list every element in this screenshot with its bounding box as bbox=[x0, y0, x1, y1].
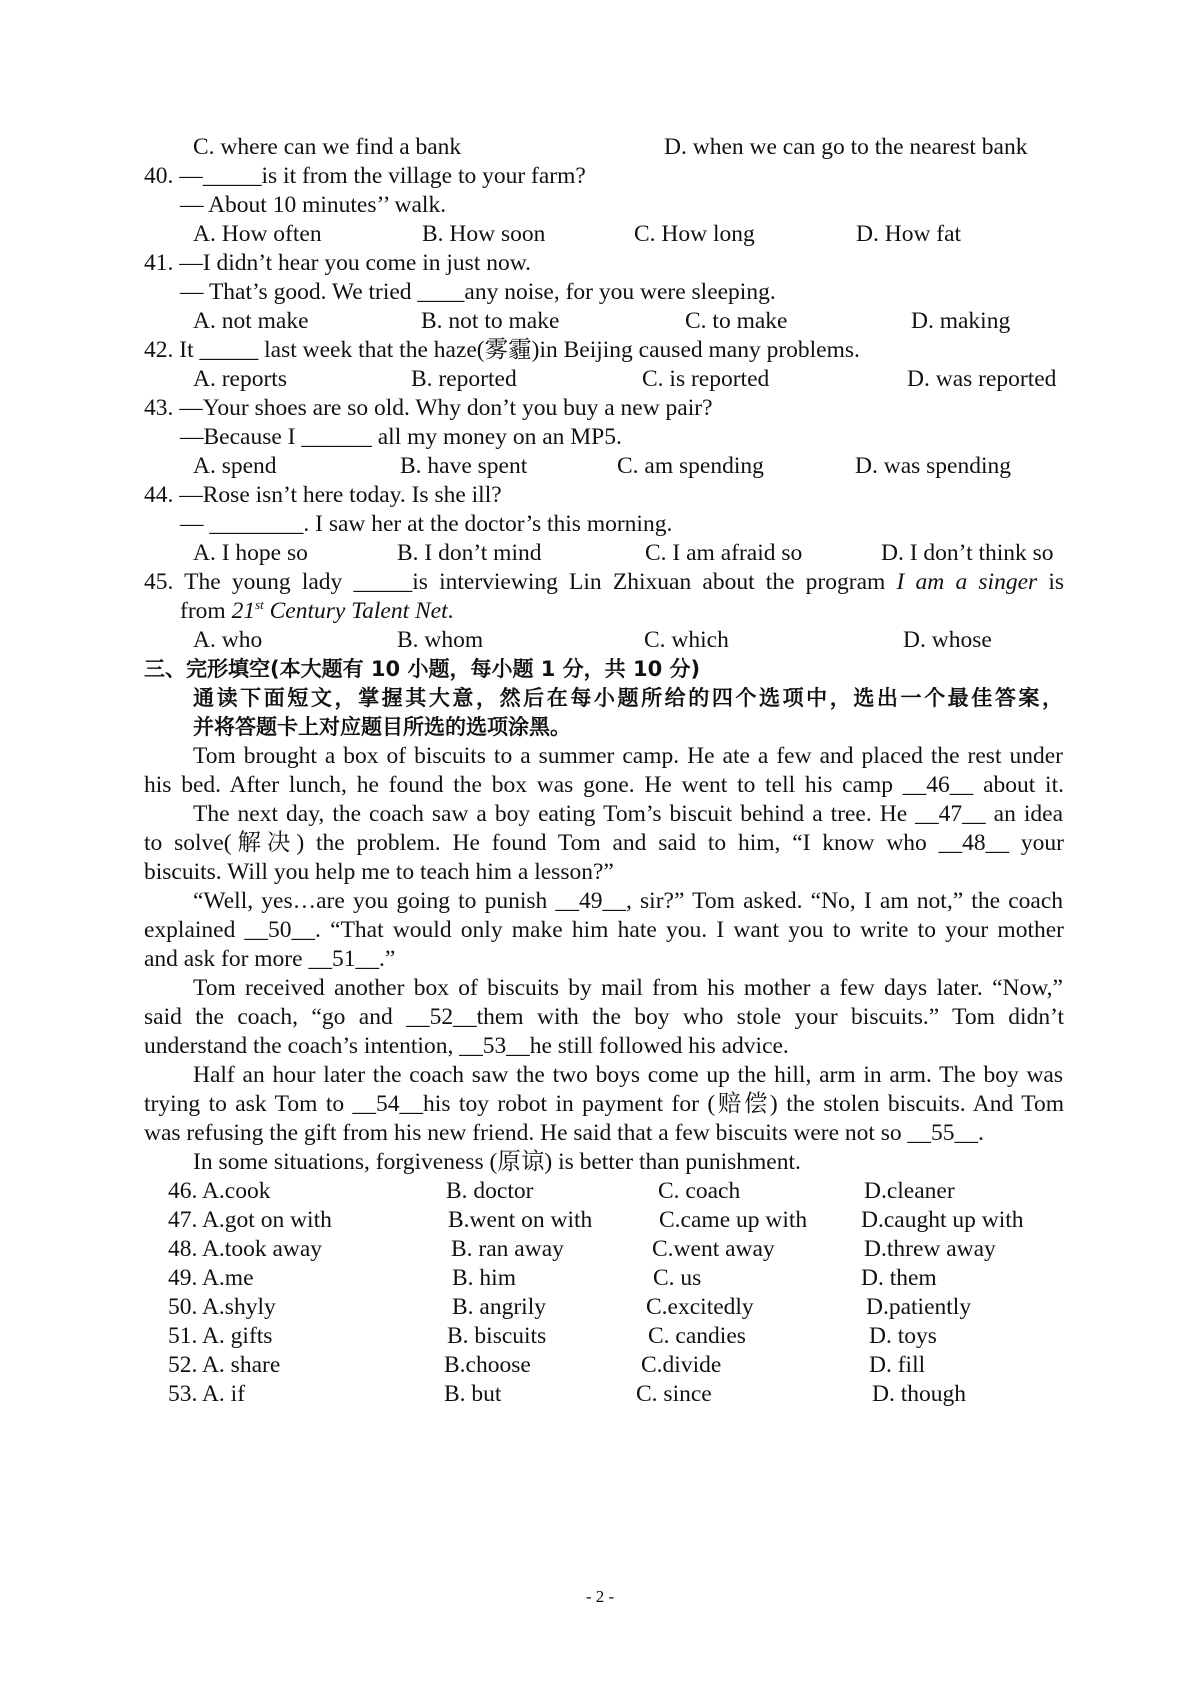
q45-line2-suffix: . bbox=[447, 598, 454, 624]
q45-stem-line2 bbox=[180, 596, 453, 626]
cloze-option: D. them bbox=[861, 1265, 937, 1291]
cloze-option: 51. A. gifts bbox=[168, 1323, 273, 1349]
cloze-option: C.divide bbox=[641, 1352, 722, 1378]
cloze-option: 49. A.me bbox=[168, 1265, 254, 1291]
cloze-option: D.patiently bbox=[866, 1294, 972, 1320]
cloze-option: D.caught up with bbox=[861, 1207, 1024, 1233]
q44-option-a: A. I hope so bbox=[193, 540, 308, 566]
passage-line: his bed. After lunch, he found the box was gone. He went to tell his camp __46__ about it. bbox=[144, 772, 1064, 798]
section-instruction-1: 通读下面短文，掌握其大意，然后在每小题所给的四个选项中，选出一个最佳答案， bbox=[193, 686, 1063, 710]
q45-stem-part2: is bbox=[1048, 569, 1065, 595]
q43-answer: —Because I ______ all my money on an MP5. bbox=[180, 424, 622, 450]
passage-line: and ask for more __51__.” bbox=[144, 946, 396, 972]
q42-option-b: B. reported bbox=[411, 366, 517, 392]
passage-line: Half an hour later the coach saw the two boys come up the hill, arm in arm. The boy was bbox=[193, 1062, 1063, 1088]
cloze-option: C. candies bbox=[648, 1323, 746, 1349]
q45-option-b: B. whom bbox=[397, 627, 484, 653]
q43-option-a: A. spend bbox=[193, 453, 277, 479]
q45-stem bbox=[144, 567, 1064, 597]
passage-line: In some situations, forgiveness (原谅) is better than punishment. bbox=[193, 1149, 801, 1175]
cloze-option: C.excitedly bbox=[646, 1294, 754, 1320]
cloze-option: 47. A.got on with bbox=[168, 1207, 332, 1233]
q45-stem-part1: 45. The young lady _____is interviewing Lin Zhixuan about the program bbox=[144, 569, 886, 595]
passage-line: explained __50__. “That would only make him hate you. I want you to write to your mother bbox=[144, 917, 1064, 943]
passage-line: was refusing the gift from his new friend. He said that a few biscuits were not so __55__. bbox=[144, 1120, 984, 1146]
cloze-option: 50. A.shyly bbox=[168, 1294, 276, 1320]
cloze-option: B. him bbox=[452, 1265, 516, 1291]
section-heading: 三、完形填空(本大题有 10 小题，每小题 1 分，共 10 分) bbox=[144, 657, 701, 681]
q44-option-d: D. I don’t think so bbox=[881, 540, 1054, 566]
q40-option-d: D. How fat bbox=[856, 221, 962, 247]
q40-answer: — About 10 minutes’’ walk. bbox=[180, 192, 447, 218]
q39-option-c: C. where can we find a bank bbox=[193, 134, 462, 160]
q39-option-d: D. when we can go to the nearest bank bbox=[664, 134, 1028, 160]
q41-option-b: B. not to make bbox=[421, 308, 560, 334]
q44-option-b: B. I don’t mind bbox=[397, 540, 542, 566]
passage-line: biscuits. Will you help me to teach him a lesson?” bbox=[144, 859, 614, 885]
q45-program-title: I am a singer bbox=[896, 569, 1038, 595]
q45-option-c: C. which bbox=[644, 627, 729, 653]
q40-option-a: A. How often bbox=[193, 221, 322, 247]
passage-line: trying to ask Tom to __54__his toy robot in payment for (赔偿) the stolen biscuits. And Tom bbox=[144, 1091, 1064, 1117]
cloze-option: D.threw away bbox=[864, 1236, 996, 1262]
cloze-option: D. fill bbox=[869, 1352, 926, 1378]
passage-line: said the coach, “go and __52__them with the boy who stole your biscuits.” Tom didn’t bbox=[144, 1004, 1064, 1030]
passage-line: Tom received another box of biscuits by mail from his mother a few days later. “Now,” bbox=[193, 975, 1063, 1001]
q42-option-a: A. reports bbox=[193, 366, 287, 392]
cloze-option: 53. A. if bbox=[168, 1381, 246, 1407]
passage-line: “Well, yes…are you going to punish __49__, sir?” Tom asked. “No, I am not,” the coach bbox=[193, 888, 1063, 914]
cloze-option: C. coach bbox=[658, 1178, 741, 1204]
cloze-option: C.came up with bbox=[659, 1207, 808, 1233]
cloze-option: 46. A.cook bbox=[168, 1178, 271, 1204]
q45-option-a: A. who bbox=[193, 627, 263, 653]
q40-stem: 40. —_____is it from the village to your farm? bbox=[144, 163, 586, 189]
q45-option-d: D. whose bbox=[903, 627, 992, 653]
q45-line2-sup: st bbox=[255, 597, 264, 613]
cloze-option: D. though bbox=[872, 1381, 966, 1407]
cloze-option: B. but bbox=[444, 1381, 502, 1407]
cloze-option: B.choose bbox=[444, 1352, 531, 1378]
q40-option-c: C. How long bbox=[634, 221, 755, 247]
q42-option-c: C. is reported bbox=[642, 366, 770, 392]
cloze-option: B. biscuits bbox=[447, 1323, 547, 1349]
passage-line: Tom brought a box of biscuits to a summer camp. He ate a few and placed the rest under bbox=[193, 743, 1063, 769]
q43-option-d: D. was spending bbox=[855, 453, 1011, 479]
q41-option-a: A. not make bbox=[193, 308, 309, 334]
q41-answer: — That’s good. We tried ____any noise, for you were sleeping. bbox=[180, 279, 776, 305]
cloze-option: C. since bbox=[636, 1381, 712, 1407]
q41-option-d: D. making bbox=[911, 308, 1011, 334]
q44-option-c: C. I am afraid so bbox=[645, 540, 803, 566]
cloze-option: C.went away bbox=[652, 1236, 775, 1262]
q44-stem: 44. —Rose isn’t here today. Is she ill? bbox=[144, 482, 502, 508]
q45-line2-num: 21 bbox=[231, 598, 256, 624]
passage-line: The next day, the coach saw a boy eating Tom’s biscuit behind a tree. He __47__ an idea bbox=[193, 801, 1063, 827]
q42-stem: 42. It _____ last week that the haze(雾霾)in Beijing caused many problems. bbox=[144, 337, 860, 363]
q41-stem: 41. —I didn’t hear you come in just now. bbox=[144, 250, 532, 276]
passage-line: to solve(解决) the problem. He found Tom and said to him, “I know who __48__ your bbox=[144, 830, 1064, 856]
q44-answer: — ________. I saw her at the doctor’s this morning. bbox=[180, 511, 673, 537]
cloze-option: 52. A. share bbox=[168, 1352, 281, 1378]
q42-option-d: D. was reported bbox=[907, 366, 1057, 392]
cloze-option: 48. A.took away bbox=[168, 1236, 323, 1262]
cloze-option: B. doctor bbox=[446, 1178, 534, 1204]
cloze-option: B.went on with bbox=[448, 1207, 593, 1233]
q43-stem: 43. —Your shoes are so old. Why don’t you buy a new pair? bbox=[144, 395, 713, 421]
cloze-option: B. ran away bbox=[451, 1236, 564, 1262]
q43-option-b: B. have spent bbox=[400, 453, 528, 479]
q43-option-c: C. am spending bbox=[617, 453, 764, 479]
section-instruction-2: 并将答题卡上对应题目所选的选项涂黑。 bbox=[193, 715, 571, 739]
cloze-option: D. toys bbox=[869, 1323, 937, 1349]
q40-option-b: B. How soon bbox=[422, 221, 546, 247]
q45-website-name: Century Talent Net bbox=[269, 598, 448, 624]
q41-option-c: C. to make bbox=[685, 308, 788, 334]
page-number: - 2 - bbox=[585, 1587, 615, 1606]
passage-line: understand the coach’s intention, __53__he still followed his advice. bbox=[144, 1033, 789, 1059]
cloze-option: D.cleaner bbox=[864, 1178, 955, 1204]
cloze-option: C. us bbox=[653, 1265, 702, 1291]
q45-line2-prefix: from bbox=[180, 598, 226, 624]
cloze-option: B. angrily bbox=[452, 1294, 546, 1320]
